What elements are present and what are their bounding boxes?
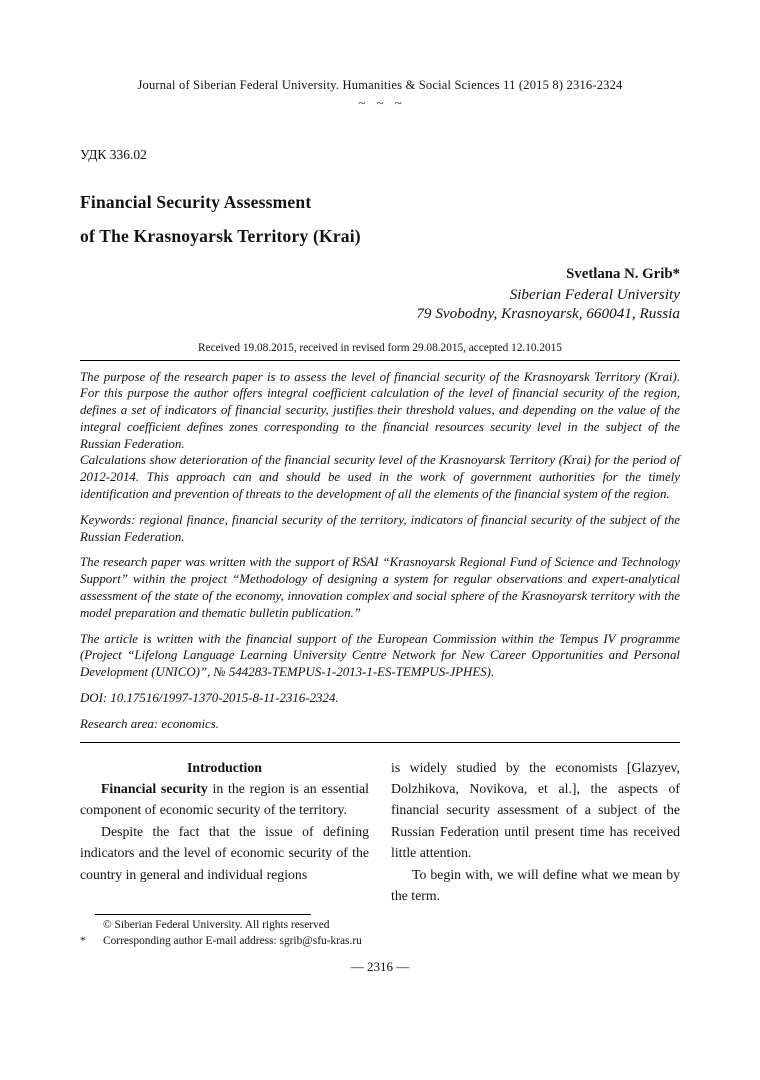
corresponding-author-text: Corresponding author E-mail address: sgrib@sfu-kras.ru	[103, 934, 362, 947]
tilde-ornament: ~ ~ ~	[358, 95, 402, 110]
copyright-line: © Siberian Federal University. All rights reserved	[103, 919, 330, 932]
intro-paragraph-3: is widely studied by the economists [Glazyev, Dolzhikova, Novikova, et al.], the aspects of financial security assessment of a subject of the Russian Federation until present time has received little attention.	[391, 759, 680, 861]
article-title	[80, 185, 680, 253]
divider-body	[80, 742, 680, 743]
abstract-paragraph-2: Calculations show deterioration of the financial security level of the Krasnoyarsk Territory (Krai) for the period of 2012-2014. This approach can and should be used in the work of government authorities for the timely identification and prevention of threats to the development of all the elements of the financial system of the region.	[80, 453, 680, 502]
intro-paragraph-1-rest: in the region is an essential component of economic security of the territory.	[80, 781, 369, 818]
footnote-rule	[95, 914, 311, 915]
bold-lead-term: Financial security	[101, 781, 208, 797]
page-number: — 2316 —	[350, 959, 410, 975]
footnote-asterisk: *	[80, 934, 86, 947]
section-heading-introduction: Introduction	[187, 759, 262, 775]
corresponding-author-line	[80, 934, 680, 950]
author-name: Svetlana N. Grib*	[566, 266, 680, 282]
author-block	[80, 265, 680, 324]
received-dates-line: Received 19.08.2015, received in revised form 29.08.2015, accepted 12.10.2015	[198, 341, 562, 354]
intro-paragraph-1	[80, 778, 369, 821]
abstract-paragraph-1: The purpose of the research paper is to assess the level of financial security of the Krasnoyarsk Territory (Krai). For this purpose the author offers integral coefficient calculation of the level of financial security of the region, defines a set of indicators of financial security, justifies their threshold values, and depending on the value of the integral coefficient defines zones corresponding to the financial resources security level in the subject of the Russian Federation.	[80, 369, 680, 451]
article-title-line2: of The Krasnoyarsk Territory (Krai)	[80, 226, 361, 246]
divider-top	[80, 360, 680, 361]
acknowledgement-1: The research paper was written with the support of RSAI “Krasnoyarsk Regional Fund of Science and Technology Support” within the project “Methodology of designing a system for regular observations and expert-analytical assessment of the state of the economy, innovation complex and social sphere of the Krasnoyarsk territory with the model preparation and thematic bulletin publication.”	[80, 555, 680, 620]
intro-paragraph-2: Despite the fact that the issue of defining indicators and the level of economic security of the country in general and individual regions	[80, 823, 369, 882]
intro-paragraph-4: To begin with, we will define what we mean by the term.	[391, 866, 680, 904]
keywords-line: Keywords: regional finance, financial security of the territory, indicators of financial security of the subject of the Russian Federation.	[80, 512, 680, 544]
right-column	[391, 757, 680, 907]
left-column	[80, 757, 369, 907]
footnote-block	[80, 914, 680, 949]
journal-header: Journal of Siberian Federal University. Humanities & Social Sciences 11 (2015 8) 2316-2324	[137, 78, 623, 92]
doi-line: DOI: 10.17516/1997-1370-2015-8-11-2316-2324.	[80, 691, 339, 706]
article-title-line1: Financial Security Assessment	[80, 192, 312, 212]
udk-code: УДК 336.02	[80, 147, 147, 162]
two-column-body	[80, 757, 680, 907]
research-area-line: Research area: economics.	[80, 716, 220, 731]
author-affiliation: Siberian Federal University	[509, 285, 680, 303]
author-address: 79 Svobodny, Krasnoyarsk, 660041, Russia	[416, 305, 680, 322]
abstract-block	[80, 369, 680, 733]
acknowledgement-2: The article is written with the financial support of the European Commission within the Tempus IV programme (Project “Lifelong Language Learning University Centre Network for New Career Opportunities and Personal Development (UNICO)”, № 544283-TEMPUS-1-2013-1-ES-TEMPUS-JPHES).	[80, 631, 680, 680]
